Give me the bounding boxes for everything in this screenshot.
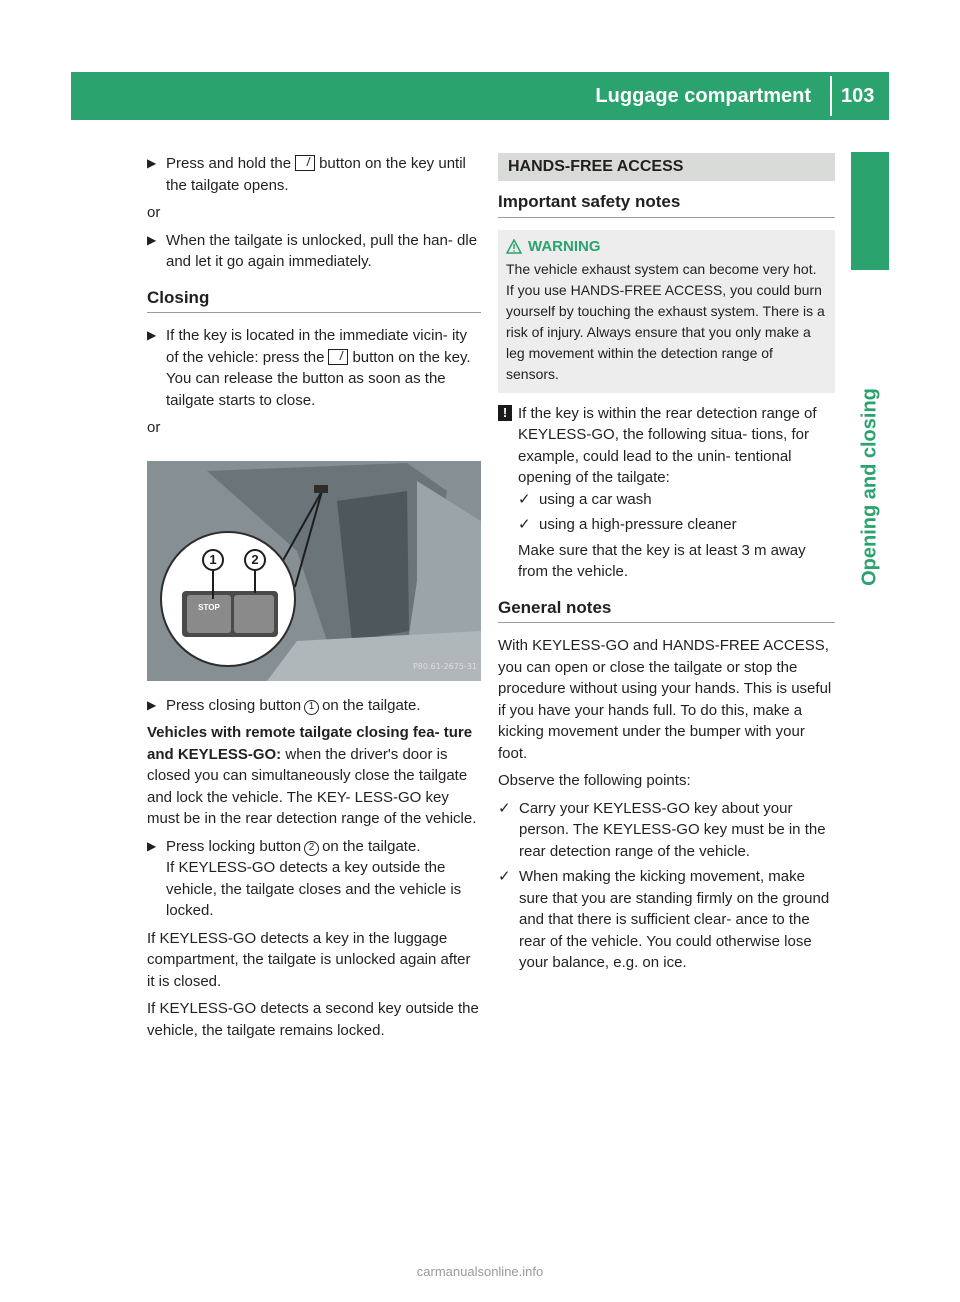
paragraph-second-key: If KEYLESS-GO detects a second key outside the vehicle, the tailgate remains locked. <box>147 1000 479 1039</box>
step-text: on the tailgate. <box>322 837 421 855</box>
circled-number: 1 <box>304 700 319 715</box>
page-number: 103 <box>841 85 875 107</box>
callout-number-2: 2 <box>244 549 266 571</box>
header-separator <box>830 76 832 116</box>
header-bar <box>71 72 889 120</box>
list-item-text: Carry your KEYLESS-GO key about your person. The KEYLESS-GO key must be in the rear detection range of the vehicle. <box>519 799 826 860</box>
notice-list-item <box>518 514 835 536</box>
step-arrow-icon: ▶ <box>147 838 157 853</box>
tailgate-key-icon <box>295 155 315 171</box>
observe-text: Observe the following points: <box>498 772 691 789</box>
general-notes-text: With KEYLESS-GO and HANDS-FREE ACCESS, you can open or close the tailgate or stop the procedure without using your hands. This is useful if you have your hands full. To do this, make a kicking movement under the bumper with your foot. <box>498 637 832 762</box>
step-arrow-icon: ▶ <box>147 328 157 342</box>
notice-text: If the key is within the rear detection range of KEYLESS-GO, the following situa- tions, for example, could lead to the unin- tentional opening of the tailgate: <box>518 404 817 486</box>
closing-heading: Closing <box>147 287 481 314</box>
step-result: You can release the button as soon as the tailgate starts to close. <box>166 370 446 409</box>
step-arrow-icon: ▶ <box>147 697 157 712</box>
notice-after-text: Make sure that the key is at least 3 m away from the vehicle. <box>518 541 806 580</box>
list-item-text: using a high-pressure cleaner <box>539 516 737 533</box>
locking-button <box>234 595 274 633</box>
step-text: Press locking button <box>166 837 302 855</box>
notice-block <box>498 403 835 583</box>
step-text: on the tailgate. <box>322 696 421 714</box>
list-item-text: using a car wash <box>539 490 652 508</box>
point-item <box>498 798 835 863</box>
step-text: button on the key until the tailgate opens. <box>166 155 466 194</box>
circled-number: 2 <box>304 841 319 856</box>
step-text: When the tailgate is unlocked, pull the han- dle and let it go again immediately. <box>166 231 478 270</box>
list-item-text: When making the kicking movement, make sure that you are standing firmly on the ground and that there is sufficient clear- ance to the rear of the vehicle. You could otherwise lose your balance, e.g. on ice. <box>519 868 830 971</box>
step-press-hold <box>147 153 481 196</box>
tailgate-figure <box>147 461 481 681</box>
side-tab-label: Opening and closing <box>858 388 881 586</box>
button-callout <box>160 531 296 667</box>
figure-caption: P80.61-2675-31 <box>412 662 477 671</box>
left-column <box>147 153 481 1047</box>
general-notes-heading: General notes <box>498 597 835 624</box>
warning-text: The vehicle exhaust system can become very hot. If you use HANDS-FREE ACCESS, you could burn yourself by touching the exhaust system. There is a risk of injury. Always ensure that you only make a leg movement within the detection range of sensors. <box>506 260 825 382</box>
hands-free-section-title: HANDS-FREE ACCESS <box>498 153 835 181</box>
step-locking-button <box>147 836 481 922</box>
warning-box <box>498 230 835 393</box>
warning-triangle-icon <box>506 239 522 254</box>
warning-heading <box>506 236 827 257</box>
notice-list-item <box>518 489 835 511</box>
bullet-icon: ✓ <box>498 799 511 817</box>
callout-number-1: 1 <box>202 549 224 571</box>
side-tab <box>851 152 889 270</box>
step-text: If the key is located in the immediate vicin- ity of the vehicle: press the <box>166 327 467 366</box>
step-text: Press closing button <box>166 696 302 714</box>
remote-closing-text: when the driver's door is closed you can simultaneously close the tailgate and lock the vehicle. The KEY- LESS-GO key must be in the rear detection range of the vehicle. <box>147 745 477 827</box>
remote-closing-paragraph <box>147 722 481 830</box>
remote-closing-label: Vehicles with remote tailgate closing fea- ture and KEYLESS-GO: <box>147 724 473 763</box>
step-text: Press and hold the <box>166 155 292 172</box>
site-watermark: carmanualsonline.info <box>416 1264 544 1279</box>
step-text: button on the key. <box>352 348 471 366</box>
right-column <box>498 153 835 978</box>
paragraph-luggage-key: If KEYLESS-GO detects a key in the luggage compartment, the tailgate is unlocked again after it is closed. <box>147 929 471 990</box>
step-closing-button <box>147 695 481 717</box>
or-text: or <box>147 204 161 221</box>
step-result: If KEYLESS-GO detects a key outside the vehicle, the tailgate closes and the vehicle is locked. <box>166 859 462 919</box>
point-item <box>498 866 835 974</box>
bullet-icon: ✓ <box>498 868 511 885</box>
bullet-icon: ✓ <box>518 490 531 508</box>
warning-title: WARNING <box>528 237 601 255</box>
safety-notes-heading: Important safety notes <box>498 191 835 218</box>
tailgate-key-icon <box>328 349 348 365</box>
step-arrow-icon: ▶ <box>147 156 157 170</box>
step-pull-handle <box>147 230 481 273</box>
or-text: or <box>147 419 161 436</box>
notice-exclamation-icon: ! <box>498 405 512 421</box>
stop-label: STOP <box>198 602 220 612</box>
header-title: Luggage compartment <box>595 85 811 107</box>
step-arrow-icon: ▶ <box>147 232 157 247</box>
bullet-icon: ✓ <box>518 516 531 533</box>
leader-line-1 <box>212 571 214 599</box>
leader-line-2 <box>254 571 256 593</box>
step-press-key <box>147 325 481 411</box>
